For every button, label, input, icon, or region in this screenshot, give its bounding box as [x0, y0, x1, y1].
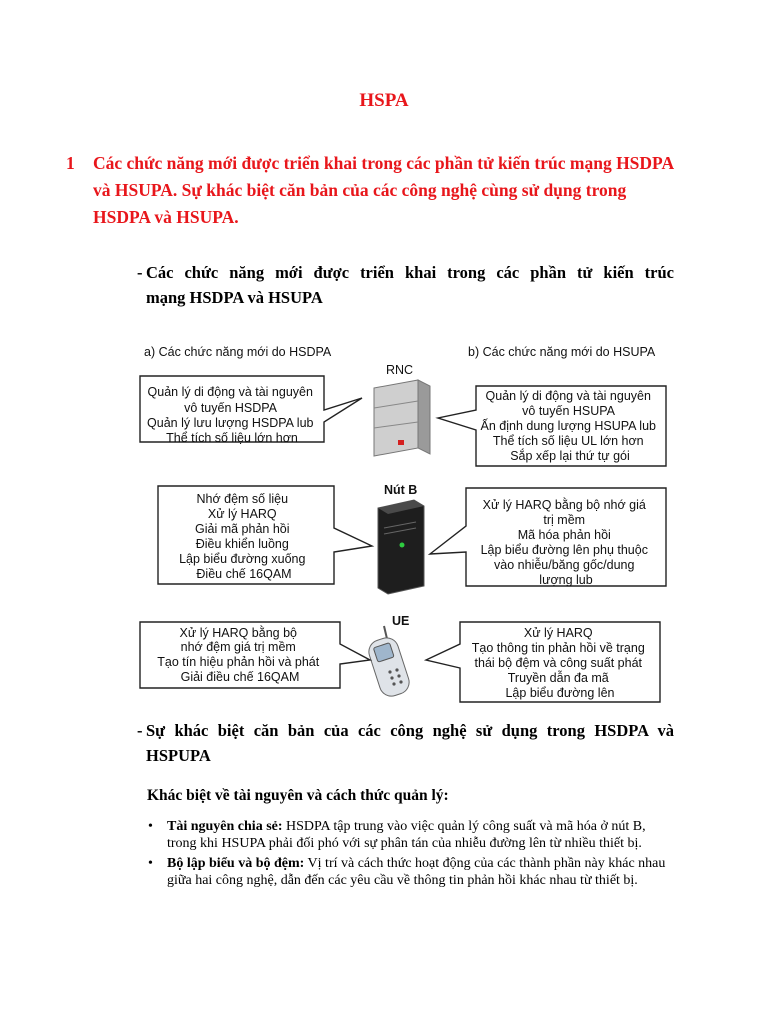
diagram-header-hsdpa: a) Các chức năng mới do HSDPA: [144, 345, 332, 359]
callout-line: Lập biểu đường lên: [505, 686, 615, 700]
callout-line: Sắp xếp lại thứ tự gói: [510, 449, 630, 463]
callout-line: Mã hóa phản hồi: [517, 528, 611, 542]
callout-line: Thể tích số liệu UL lớn hơn: [492, 434, 644, 448]
subheading-1: [137, 260, 674, 310]
callout-line: Truyền dẫn đa mã: [507, 671, 609, 685]
callout-line: Giải mã phản hồi: [195, 522, 290, 536]
callout-line: Quản lý di động và tài nguyên: [485, 389, 651, 403]
subheading-1-line1: Các chức năng mới được triển khai trong các phần tử kiến trúc: [146, 263, 674, 282]
nodeb-label: Nút B: [384, 483, 418, 497]
callout-line: vô tuyến HSDPA: [184, 401, 277, 415]
callout-line: Lập biểu đường lên phụ thuộc: [480, 543, 648, 557]
list-item: [146, 855, 666, 889]
rnc-label: RNC: [386, 363, 414, 377]
callout-line: nhớ đệm giá trị mềm: [180, 640, 296, 654]
subheading-2: [137, 718, 674, 768]
subheading-2-line1: Sự khác biệt căn bản của các công nghệ sử dụng trong HSDPA và: [146, 721, 674, 740]
nodeb-hsdpa-functions: [179, 492, 309, 581]
callout-line: vào nhiễu/băng gốc/dung: [494, 558, 635, 572]
callout-line: vô tuyến HSUPA: [522, 404, 615, 418]
ue-phone-icon: [366, 626, 412, 699]
ue-label: UE: [392, 614, 410, 628]
subheading-2-line2: HSPUPA: [146, 746, 211, 765]
bullet-list: [146, 818, 666, 892]
bullet-text: Vị trí và cách thức hoạt động của các thành phần này khác nhau giữa hai công nghệ, dẫn đến các yêu cầu về thông tin phản hồi khác nhau từ thiết bị.: [167, 856, 666, 888]
callout-line: Xử lý HARQ: [207, 507, 277, 521]
callout-line: Tạo thông tin phản hồi về trạng: [471, 641, 645, 655]
callout-line: Tạo tín hiệu phản hồi và phát: [157, 655, 320, 669]
callout-line: Điều khiển luồng: [195, 537, 289, 551]
callout-line: Lập biểu đường xuống: [179, 552, 306, 566]
callout-line: Giải điều chế 16QAM: [180, 670, 300, 684]
callout-line: Quản lý lưu lượng HSDPA lub: [147, 416, 314, 430]
callout-line: Thể tích số liệu lớn hơn: [166, 431, 298, 445]
callout-line: lượng lub: [539, 573, 593, 587]
bullet-text: HSDPA tập trung vào việc quản lý công suất và mã hóa ở nút B, trong khi HSUPA phải đối phó với sự phân tán của nhiễu đường lên từ nhiều thiết bị.: [167, 819, 646, 851]
callout-line: thái bộ đệm và công suất phát: [474, 656, 642, 670]
dash-marker: -: [137, 721, 143, 740]
ue-hsdpa-functions: [157, 625, 322, 684]
bullet-marker: •: [148, 819, 153, 834]
callout-line: Quản lý di động và tài nguyên: [147, 385, 313, 399]
architecture-diagram: [138, 338, 674, 710]
section-number: 1: [66, 153, 75, 173]
resource-differences-heading: Khác biệt về tài nguyên và cách thức quản lý:: [147, 787, 449, 804]
callout-line: Điều chế 16QAM: [196, 567, 292, 581]
section-heading-text: Các chức năng mới được triển khai trong các phần tử kiến trúc mạng HSDPA và HSUPA. Sự khác biệt căn bản của các công nghệ cùng sử dụng trong HSDPA và HSUPA.: [93, 153, 674, 227]
subheading-1-line2: mạng HSDPA và HSUPA: [146, 288, 323, 307]
bullet-term: Tài nguyên chia sẻ:: [167, 819, 283, 834]
diagram-header-hsupa: b) Các chức năng mới do HSUPA: [468, 345, 656, 359]
bullet-marker: •: [148, 856, 153, 871]
callout-line: trị mềm: [543, 513, 586, 527]
list-item: [146, 818, 666, 852]
bullet-term: Bộ lập biểu và bộ đệm:: [167, 856, 305, 871]
page-title: HSPA: [359, 90, 409, 111]
callout-line: Xử lý HARQ bằng bộ: [179, 626, 297, 640]
callout-line: Xử lý HARQ: [523, 626, 593, 640]
rnc-server-icon: [374, 380, 430, 456]
callout-line: Nhớ đệm số liệu: [196, 492, 289, 506]
callout-line: Ấn định dung lượng HSUPA lub: [480, 419, 656, 433]
nodeb-tower-icon: [378, 500, 424, 594]
callout-line: Xử lý HARQ bằng bộ nhớ giá: [482, 498, 646, 512]
dash-marker: -: [137, 263, 143, 282]
